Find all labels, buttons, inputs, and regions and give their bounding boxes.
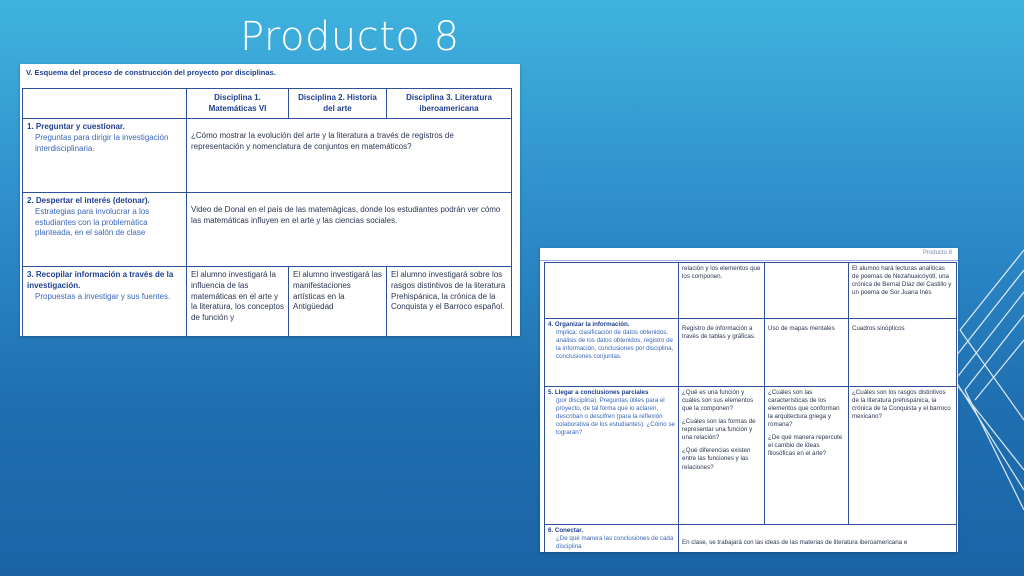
document-left bbox=[20, 64, 520, 336]
stage-detail: Estrategias para involucrar a los estudiantes con la problemática planteada, en el salón de clase bbox=[35, 206, 150, 238]
table-cell bbox=[849, 387, 957, 525]
stage-title: 1. Preguntar y cuestionar. bbox=[27, 122, 125, 131]
stage-cell bbox=[545, 387, 679, 525]
stage-cell bbox=[23, 267, 187, 337]
stage-title: 6. Conectar. bbox=[548, 527, 584, 534]
section-heading: V. Esquema del proceso de construcción del proyecto por disciplinas. bbox=[26, 68, 276, 77]
table-row bbox=[23, 119, 512, 193]
table-cell: El alumno investigará las manifestaciones artísticas en la Antigüedad bbox=[289, 267, 387, 337]
column-header: Disciplina 1. Matemáticas VI bbox=[187, 89, 289, 119]
merged-cell: En clase, se trabajará con las ideas de las materias de literatura iberoamericana e bbox=[679, 525, 957, 553]
header-divider bbox=[540, 260, 958, 261]
stage-detail: ¿De qué manera las conclusiones de cada disciplina bbox=[556, 535, 674, 551]
table-row bbox=[23, 193, 512, 267]
table-row bbox=[545, 263, 957, 319]
question-text: ¿Qué diferencias existen entre las funciones y las relaciones? bbox=[682, 447, 751, 471]
question-text: ¿Qué es una función y cuáles son sus elementos que la componen? bbox=[682, 389, 754, 413]
project-table-continued bbox=[544, 262, 957, 552]
table-cell: Registro de información a través de tablas y gráficas. bbox=[679, 319, 765, 387]
table-cell: El alumno hará lecturas analíticas de poemas de Nezahualcóyotl, una crónica de Bernal Díaz del Castillo y un poema de Sor Juana Inés bbox=[849, 263, 957, 319]
page-header: Producto 8 bbox=[922, 250, 952, 256]
stage-detail: Implica: clasificación de datos obtenidos, análisis de los datos obtenidos, registro de la información, conclusiones por disciplina, conclusiones conjuntas. bbox=[556, 329, 674, 361]
merged-cell: ¿Cómo mostrar la evolución del arte y la literatura a través de registros de representación y nomenclatura de conjuntos en matemáticos? bbox=[187, 119, 512, 193]
column-header: Disciplina 2. Historia del arte bbox=[289, 89, 387, 119]
stage-title: 4. Organizar la información. bbox=[548, 321, 630, 328]
column-header: Disciplina 3. Literatura iberoamericana bbox=[387, 89, 512, 119]
table-cell bbox=[765, 387, 849, 525]
document-right bbox=[540, 248, 958, 552]
table-row bbox=[545, 319, 957, 387]
table-row bbox=[545, 387, 957, 525]
table-cell: El alumno investigará sobre los rasgos distintivos de la literatura Prehispánica, la crónica de la Conquista y el Barroco español. bbox=[387, 267, 512, 337]
stage-detail: (por disciplina). Preguntas útiles para el proyecto, de tal forma que lo aclaren, describan o descifren (para la reflexión colaborativa de los estudiantes). ¿Cómo se lograrán? bbox=[556, 397, 675, 437]
question-text: ¿Cuáles son los rasgos distintivos de la literatura prehispánica, la crónica de la Conquista y el barroco mexicano? bbox=[852, 389, 951, 421]
table-cell: Uso de mapas mentales bbox=[765, 319, 849, 387]
stage-detail: Preguntas para dirigir la investigación interdisciplinaria. bbox=[35, 132, 169, 153]
stage-title: 2. Despertar el interés (detonar). bbox=[27, 196, 150, 205]
column-header bbox=[23, 89, 187, 119]
stage-cell bbox=[23, 193, 187, 267]
table-cell bbox=[765, 263, 849, 319]
question-text: ¿Cuáles son las formas de representar una función y una relación? bbox=[682, 418, 756, 442]
table-cell: El alumno investigará la influencia de las matemáticas en el arte y la literatura, los conceptos de función y bbox=[187, 267, 289, 337]
stage-cell bbox=[545, 319, 679, 387]
stage-cell bbox=[545, 525, 679, 553]
table-header-row bbox=[23, 89, 512, 119]
stage-cell bbox=[545, 263, 679, 319]
question-text: ¿Cuáles son las características de los elementos que conforman la arquitectura griega y romana? bbox=[768, 389, 840, 429]
project-table bbox=[22, 88, 512, 336]
stage-title: 5. Llegar a conclusiones parciales bbox=[548, 389, 649, 396]
slide-title: Producto 8 bbox=[240, 14, 460, 60]
merged-cell: Video de Donal en el país de las matemágicas, donde los estudiantes podrán ver cómo las matemáticas influyen en el arte y las ciencias sociales. bbox=[187, 193, 512, 267]
table-cell: relación y los elementos que los componen. bbox=[679, 263, 765, 319]
question-text: ¿De qué manera repercute el cambio de ideas filosóficas en el arte? bbox=[768, 434, 843, 458]
stage-detail: Propuestas a investigar y sus fuentes. bbox=[35, 291, 171, 301]
table-row bbox=[23, 267, 512, 337]
table-cell bbox=[679, 387, 765, 525]
stage-title: 3. Recopilar información a través de la investigación. bbox=[27, 270, 174, 290]
table-cell: Cuadros sinópticos bbox=[849, 319, 957, 387]
table-row bbox=[545, 525, 957, 553]
stage-cell bbox=[23, 119, 187, 193]
